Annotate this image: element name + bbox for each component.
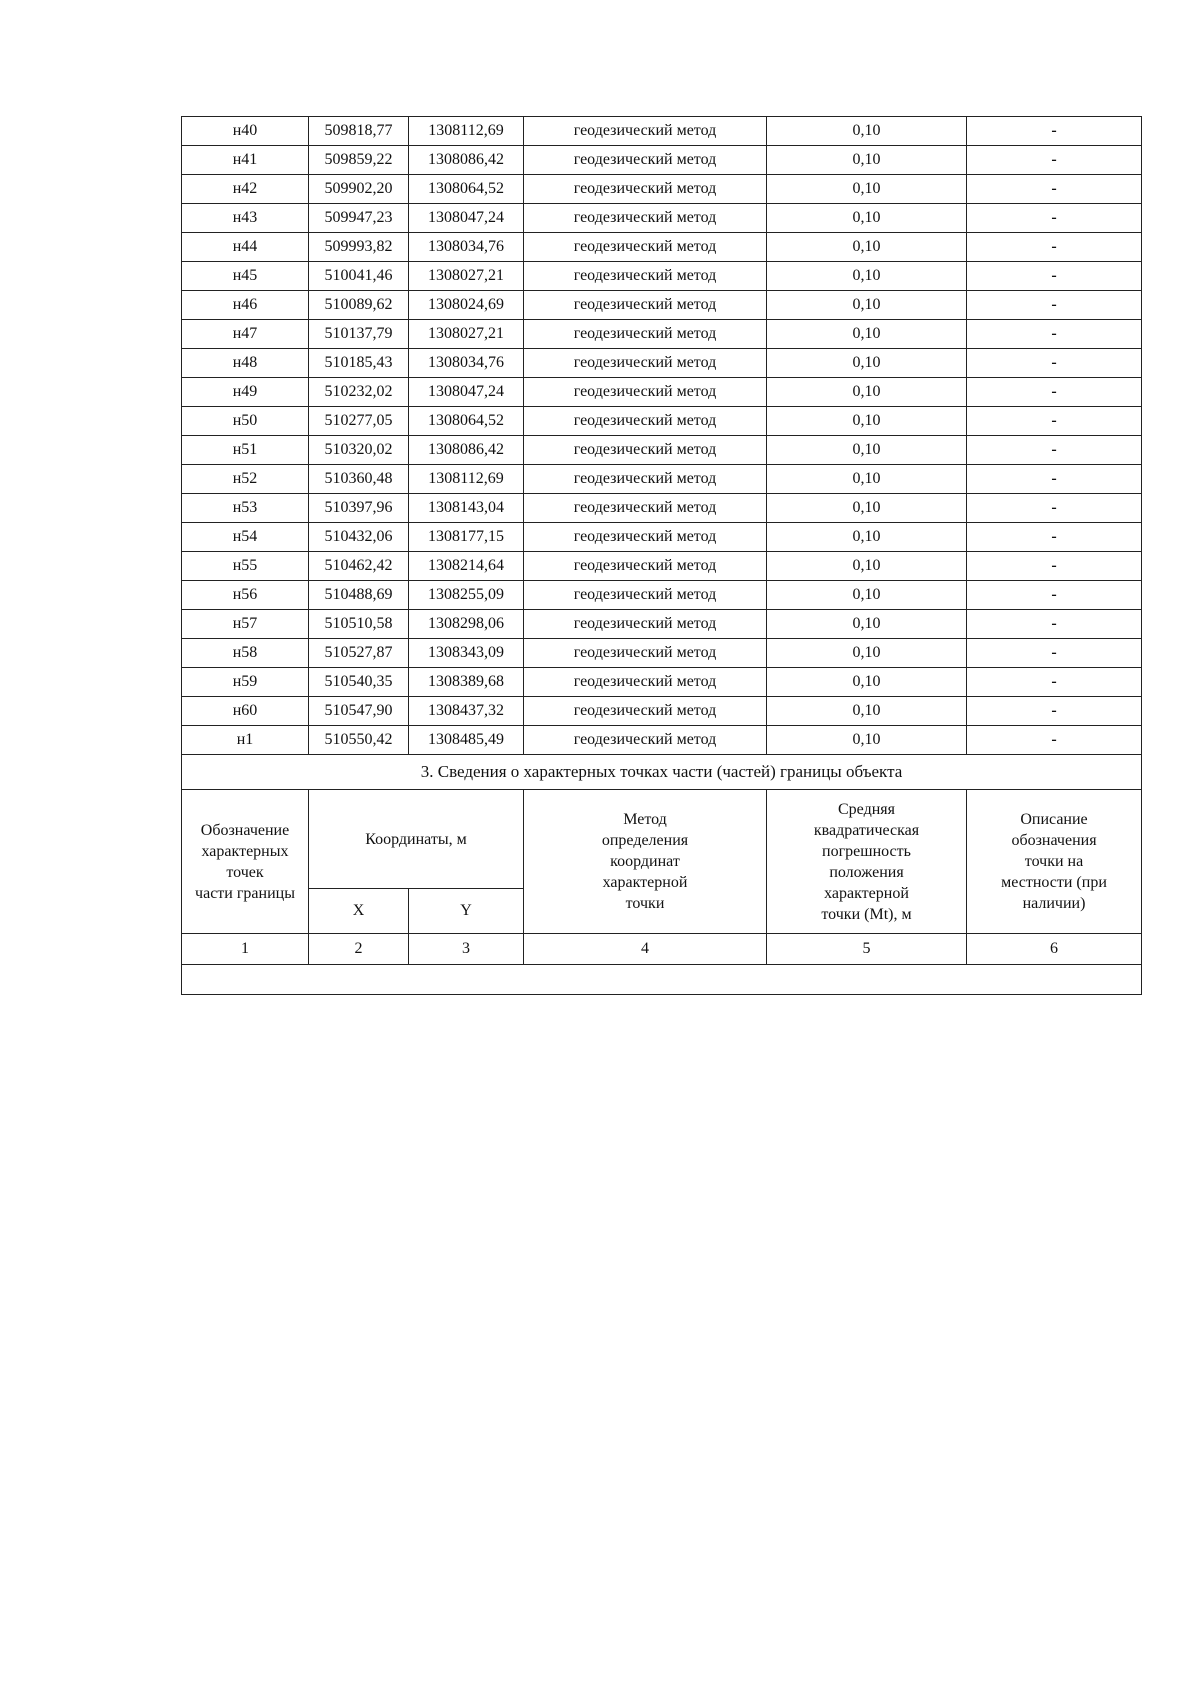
x-coordinate-cell: 510550,42 <box>309 726 409 755</box>
column-number: 3 <box>409 934 524 965</box>
point-id-cell: н56 <box>182 581 309 610</box>
x-coordinate-cell: 510547,90 <box>309 697 409 726</box>
description-cell: - <box>967 465 1142 494</box>
table-row <box>182 610 1142 639</box>
table-row <box>182 349 1142 378</box>
point-id-cell: н55 <box>182 552 309 581</box>
description-cell: - <box>967 726 1142 755</box>
mean-error-cell: 0,10 <box>767 552 967 581</box>
description-cell: - <box>967 175 1142 204</box>
method-cell: геодезический метод <box>524 523 767 552</box>
y-coordinate-cell: 1308298,06 <box>409 610 524 639</box>
header-point-designation: Обозначение характерных точек части границы <box>182 790 309 934</box>
x-coordinate-cell: 510320,02 <box>309 436 409 465</box>
y-coordinate-cell: 1308047,24 <box>409 378 524 407</box>
header-x: X <box>309 889 409 934</box>
point-id-cell: н42 <box>182 175 309 204</box>
point-id-cell: н49 <box>182 378 309 407</box>
method-cell: геодезический метод <box>524 320 767 349</box>
x-coordinate-cell: 509947,23 <box>309 204 409 233</box>
y-coordinate-cell: 1308034,76 <box>409 233 524 262</box>
table-row <box>182 668 1142 697</box>
section3-title: 3. Сведения о характерных точках части (частей) границы объекта <box>182 755 1142 790</box>
description-cell: - <box>967 668 1142 697</box>
mean-error-cell: 0,10 <box>767 494 967 523</box>
table-row <box>182 697 1142 726</box>
x-coordinate-cell: 509859,22 <box>309 146 409 175</box>
mean-error-cell: 0,10 <box>767 697 967 726</box>
method-cell: геодезический метод <box>524 494 767 523</box>
column-number: 1 <box>182 934 309 965</box>
method-cell: геодезический метод <box>524 726 767 755</box>
description-cell: - <box>967 378 1142 407</box>
table-row <box>182 117 1142 146</box>
header-mean-error: Средняя квадратическая погрешность положения характерной точки (Mt), м <box>767 790 967 934</box>
table-row <box>182 436 1142 465</box>
mean-error-cell: 0,10 <box>767 436 967 465</box>
mean-error-cell: 0,10 <box>767 726 967 755</box>
table-row <box>182 465 1142 494</box>
y-coordinate-cell: 1308112,69 <box>409 117 524 146</box>
description-cell: - <box>967 523 1142 552</box>
mean-error-cell: 0,10 <box>767 291 967 320</box>
x-coordinate-cell: 509818,77 <box>309 117 409 146</box>
column-number: 4 <box>524 934 767 965</box>
y-coordinate-cell: 1308177,15 <box>409 523 524 552</box>
x-coordinate-cell: 510232,02 <box>309 378 409 407</box>
method-cell: геодезический метод <box>524 697 767 726</box>
description-cell: - <box>967 349 1142 378</box>
mean-error-cell: 0,10 <box>767 523 967 552</box>
mean-error-cell: 0,10 <box>767 668 967 697</box>
point-id-cell: н59 <box>182 668 309 697</box>
table-row <box>182 552 1142 581</box>
mean-error-cell: 0,10 <box>767 465 967 494</box>
y-coordinate-cell: 1308343,09 <box>409 639 524 668</box>
method-cell: геодезический метод <box>524 407 767 436</box>
mean-error-cell: 0,10 <box>767 349 967 378</box>
y-coordinate-cell: 1308255,09 <box>409 581 524 610</box>
table-row <box>182 378 1142 407</box>
description-cell: - <box>967 320 1142 349</box>
y-coordinate-cell: 1308112,69 <box>409 465 524 494</box>
table-row <box>182 581 1142 610</box>
description-cell: - <box>967 291 1142 320</box>
mean-error-cell: 0,10 <box>767 117 967 146</box>
column-number: 5 <box>767 934 967 965</box>
point-id-cell: н43 <box>182 204 309 233</box>
table-row <box>182 726 1142 755</box>
method-cell: геодезический метод <box>524 668 767 697</box>
x-coordinate-cell: 510397,96 <box>309 494 409 523</box>
y-coordinate-cell: 1308214,64 <box>409 552 524 581</box>
table-row <box>182 407 1142 436</box>
method-cell: геодезический метод <box>524 610 767 639</box>
method-cell: геодезический метод <box>524 465 767 494</box>
description-cell: - <box>967 697 1142 726</box>
y-coordinate-cell: 1308086,42 <box>409 146 524 175</box>
mean-error-cell: 0,10 <box>767 320 967 349</box>
x-coordinate-cell: 510488,69 <box>309 581 409 610</box>
method-cell: геодезический метод <box>524 175 767 204</box>
point-id-cell: н46 <box>182 291 309 320</box>
mean-error-cell: 0,10 <box>767 610 967 639</box>
header-y: Y <box>409 889 524 934</box>
point-id-cell: н45 <box>182 262 309 291</box>
table-row <box>182 494 1142 523</box>
mean-error-cell: 0,10 <box>767 204 967 233</box>
description-cell: - <box>967 639 1142 668</box>
empty-cell <box>182 965 1142 995</box>
description-cell: - <box>967 117 1142 146</box>
method-cell: геодезический метод <box>524 117 767 146</box>
method-cell: геодезический метод <box>524 291 767 320</box>
method-cell: геодезический метод <box>524 349 767 378</box>
table-row <box>182 175 1142 204</box>
y-coordinate-cell: 1308086,42 <box>409 436 524 465</box>
description-cell: - <box>967 204 1142 233</box>
y-coordinate-cell: 1308437,32 <box>409 697 524 726</box>
section3 <box>182 755 1142 995</box>
point-id-cell: н40 <box>182 117 309 146</box>
table-row <box>182 204 1142 233</box>
x-coordinate-cell: 510432,06 <box>309 523 409 552</box>
x-coordinate-cell: 510089,62 <box>309 291 409 320</box>
point-id-cell: н52 <box>182 465 309 494</box>
point-id-cell: н44 <box>182 233 309 262</box>
description-cell: - <box>967 436 1142 465</box>
method-cell: геодезический метод <box>524 204 767 233</box>
table-row <box>182 320 1142 349</box>
x-coordinate-cell: 510540,35 <box>309 668 409 697</box>
point-id-cell: н51 <box>182 436 309 465</box>
mean-error-cell: 0,10 <box>767 233 967 262</box>
table-row <box>182 291 1142 320</box>
point-id-cell: н57 <box>182 610 309 639</box>
y-coordinate-cell: 1308024,69 <box>409 291 524 320</box>
column-numbers-row <box>182 934 1142 965</box>
description-cell: - <box>967 494 1142 523</box>
x-coordinate-cell: 510137,79 <box>309 320 409 349</box>
x-coordinate-cell: 510510,58 <box>309 610 409 639</box>
method-cell: геодезический метод <box>524 146 767 175</box>
x-coordinate-cell: 510527,87 <box>309 639 409 668</box>
table-row <box>182 523 1142 552</box>
table-row <box>182 639 1142 668</box>
empty-row <box>182 965 1142 995</box>
method-cell: геодезический метод <box>524 581 767 610</box>
method-cell: геодезический метод <box>524 233 767 262</box>
header-coordinates: Координаты, м <box>309 790 524 889</box>
y-coordinate-cell: 1308064,52 <box>409 407 524 436</box>
description-cell: - <box>967 146 1142 175</box>
coordinates-table <box>181 116 1142 995</box>
method-cell: геодезический метод <box>524 262 767 291</box>
point-id-cell: н60 <box>182 697 309 726</box>
description-cell: - <box>967 233 1142 262</box>
description-cell: - <box>967 610 1142 639</box>
x-coordinate-cell: 510462,42 <box>309 552 409 581</box>
mean-error-cell: 0,10 <box>767 581 967 610</box>
table-row <box>182 233 1142 262</box>
y-coordinate-cell: 1308027,21 <box>409 320 524 349</box>
description-cell: - <box>967 581 1142 610</box>
y-coordinate-cell: 1308027,21 <box>409 262 524 291</box>
header-method: Метод определения координат характерной точки <box>524 790 767 934</box>
mean-error-cell: 0,10 <box>767 262 967 291</box>
mean-error-cell: 0,10 <box>767 378 967 407</box>
x-coordinate-cell: 510041,46 <box>309 262 409 291</box>
mean-error-cell: 0,10 <box>767 175 967 204</box>
description-cell: - <box>967 552 1142 581</box>
column-number: 2 <box>309 934 409 965</box>
method-cell: геодезический метод <box>524 639 767 668</box>
mean-error-cell: 0,10 <box>767 639 967 668</box>
point-id-cell: н48 <box>182 349 309 378</box>
description-cell: - <box>967 262 1142 291</box>
y-coordinate-cell: 1308143,04 <box>409 494 524 523</box>
point-id-cell: н50 <box>182 407 309 436</box>
point-id-cell: н53 <box>182 494 309 523</box>
mean-error-cell: 0,10 <box>767 146 967 175</box>
method-cell: геодезический метод <box>524 378 767 407</box>
table-row <box>182 146 1142 175</box>
header-description: Описание обозначения точки на местности (при наличии) <box>967 790 1142 934</box>
data-rows <box>182 117 1142 755</box>
y-coordinate-cell: 1308047,24 <box>409 204 524 233</box>
method-cell: геодезический метод <box>524 552 767 581</box>
description-cell: - <box>967 407 1142 436</box>
point-id-cell: н47 <box>182 320 309 349</box>
y-coordinate-cell: 1308389,68 <box>409 668 524 697</box>
y-coordinate-cell: 1308485,49 <box>409 726 524 755</box>
x-coordinate-cell: 510360,48 <box>309 465 409 494</box>
point-id-cell: н41 <box>182 146 309 175</box>
point-id-cell: н1 <box>182 726 309 755</box>
x-coordinate-cell: 510185,43 <box>309 349 409 378</box>
x-coordinate-cell: 510277,05 <box>309 407 409 436</box>
point-id-cell: н54 <box>182 523 309 552</box>
method-cell: геодезический метод <box>524 436 767 465</box>
column-number: 6 <box>967 934 1142 965</box>
y-coordinate-cell: 1308064,52 <box>409 175 524 204</box>
y-coordinate-cell: 1308034,76 <box>409 349 524 378</box>
mean-error-cell: 0,10 <box>767 407 967 436</box>
x-coordinate-cell: 509993,82 <box>309 233 409 262</box>
x-coordinate-cell: 509902,20 <box>309 175 409 204</box>
point-id-cell: н58 <box>182 639 309 668</box>
table-row <box>182 262 1142 291</box>
